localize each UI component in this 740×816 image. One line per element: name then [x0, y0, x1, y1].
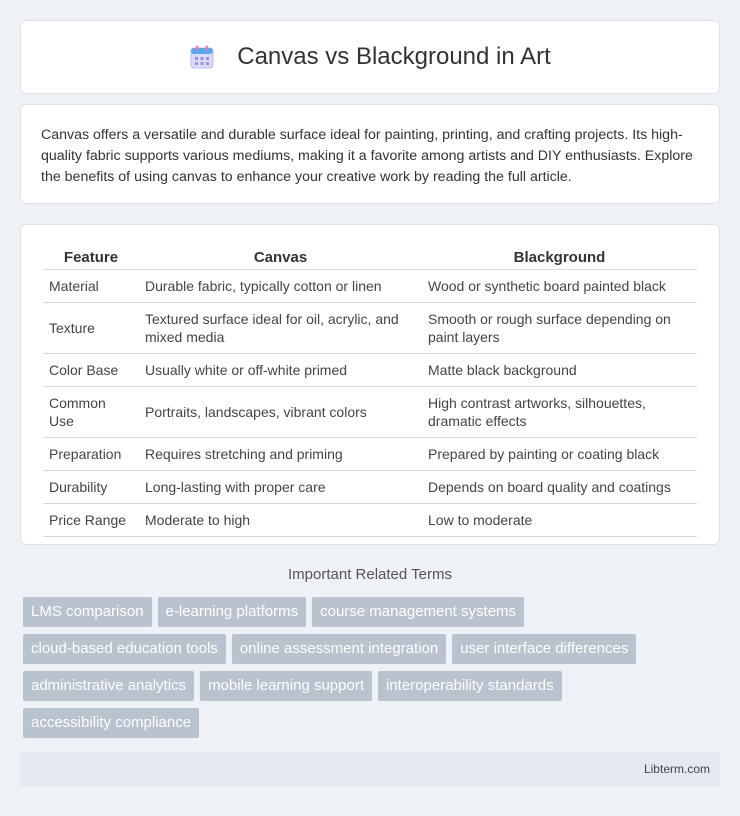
related-terms-list — [23, 597, 723, 738]
cell-blackground: High contrast artworks, silhouettes, dramatic effects — [422, 387, 697, 438]
table-row — [43, 303, 697, 354]
table-row — [43, 471, 697, 504]
related-term-tag[interactable]: e-learning platforms — [158, 597, 307, 627]
page-title: Canvas vs Blackground in Art — [237, 43, 551, 70]
cell-blackground: Matte black background — [422, 354, 697, 387]
header-canvas: Canvas — [139, 245, 422, 270]
table-row — [43, 438, 697, 471]
footer — [20, 752, 720, 786]
table-header-row — [43, 245, 697, 270]
footer-site-link[interactable]: Libterm.com — [643, 762, 710, 776]
cell-canvas: Moderate to high — [139, 504, 422, 537]
cell-canvas: Textured surface ideal for oil, acrylic, and mixed media — [139, 303, 422, 354]
table-row — [43, 270, 697, 303]
cell-canvas: Usually white or off-white primed — [139, 354, 422, 387]
header-blackground: Blackground — [422, 245, 697, 270]
cell-canvas: Requires stretching and priming — [139, 438, 422, 471]
table-row — [43, 387, 697, 438]
cell-canvas: Portraits, landscapes, vibrant colors — [139, 387, 422, 438]
cell-blackground: Smooth or rough surface depending on paint layers — [422, 303, 697, 354]
table-card — [20, 224, 720, 545]
cell-feature: Durability — [43, 471, 139, 504]
cell-canvas: Long-lasting with proper care — [139, 471, 422, 504]
title-wrap — [189, 43, 551, 71]
title-card — [20, 20, 720, 94]
related-term-tag[interactable]: LMS comparison — [23, 597, 152, 627]
related-term-tag[interactable]: user interface differences — [452, 634, 636, 664]
related-term-tag[interactable]: cloud-based education tools — [23, 634, 226, 664]
comparison-table — [43, 245, 697, 537]
cell-blackground: Depends on board quality and coatings — [422, 471, 697, 504]
cell-blackground: Prepared by painting or coating black — [422, 438, 697, 471]
cell-feature: Texture — [43, 303, 139, 354]
cell-blackground: Wood or synthetic board painted black — [422, 270, 697, 303]
related-term-tag[interactable]: online assessment integration — [232, 634, 446, 664]
related-terms-title: Important Related Terms — [288, 566, 452, 583]
related-term-tag[interactable]: mobile learning support — [200, 671, 372, 701]
related-term-tag[interactable]: accessibility compliance — [23, 708, 199, 738]
table-row — [43, 504, 697, 537]
related-term-tag[interactable]: course management systems — [312, 597, 524, 627]
cell-blackground: Low to moderate — [422, 504, 697, 537]
cell-feature: Material — [43, 270, 139, 303]
cell-feature: Color Base — [43, 354, 139, 387]
related-term-tag[interactable]: administrative analytics — [23, 671, 194, 701]
cell-feature: Preparation — [43, 438, 139, 471]
intro-card — [20, 104, 720, 204]
header-feature: Feature — [43, 245, 139, 270]
calendar-icon — [189, 44, 215, 70]
table-row — [43, 354, 697, 387]
cell-feature: Price Range — [43, 504, 139, 537]
cell-feature: Common Use — [43, 387, 139, 438]
cell-canvas: Durable fabric, typically cotton or linen — [139, 270, 422, 303]
intro-text: Canvas offers a versatile and durable surface ideal for painting, printing, and crafting projects. Its high-quality fabric supports various mediums, making it a favorite among artists and DIY enthusiasts. Explore the benefits of using canvas to enhance your creative work by reading the full article. — [41, 127, 693, 185]
related-term-tag[interactable]: interoperability standards — [378, 671, 562, 701]
